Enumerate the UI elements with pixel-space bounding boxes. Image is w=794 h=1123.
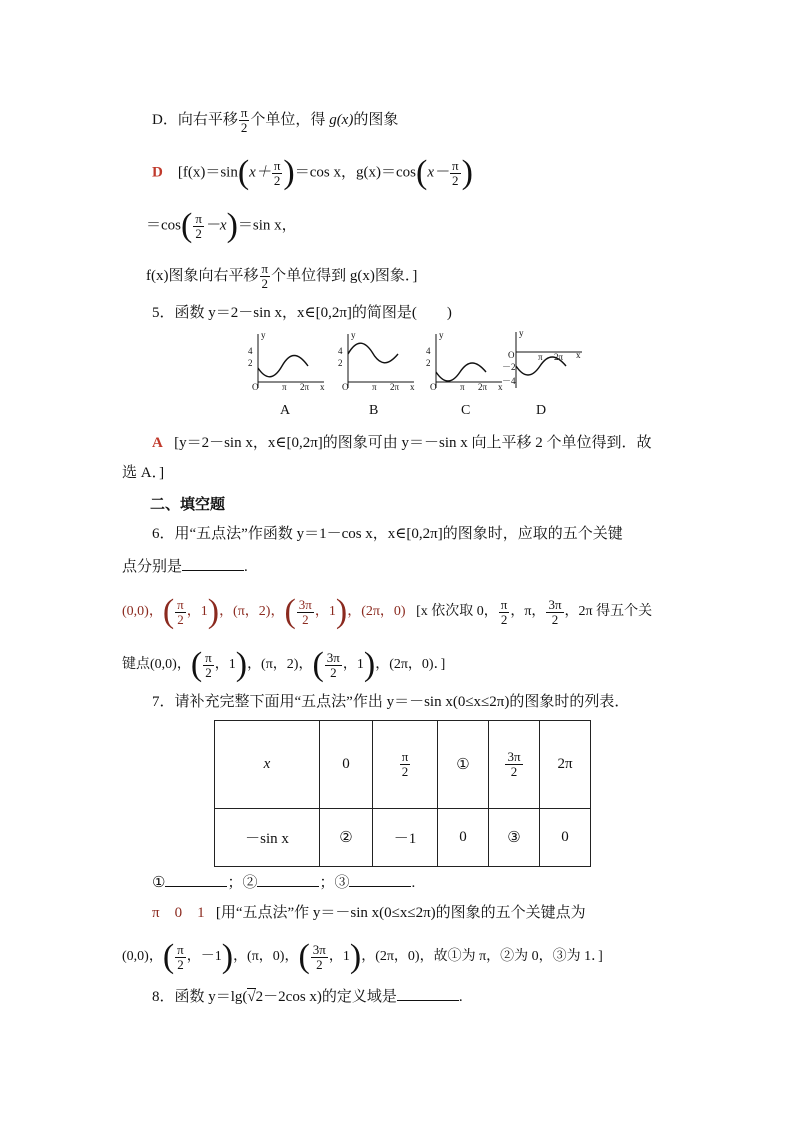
- svg-text:O: O: [252, 382, 259, 392]
- answer-letter: D: [152, 164, 163, 181]
- svg-text:π: π: [538, 352, 543, 362]
- svg-text:O: O: [430, 382, 437, 392]
- svg-text:x: x: [576, 350, 581, 360]
- svg-text:y: y: [519, 328, 524, 338]
- svg-text:－4: －4: [502, 376, 516, 386]
- option-label-c: C: [461, 403, 471, 418]
- solution-6-line-2: 键点(0,0)，( $\frac{\pi}{2}$ ，1)，(π，2)，( $\frac{3\pi}{2}$ ，1)，(2π，0)．]: [122, 646, 446, 683]
- option-label-b: B: [369, 403, 379, 418]
- five-point-table: [214, 720, 591, 867]
- question-7-blanks: ① ；② ；③ .: [152, 872, 415, 893]
- graph-c: [426, 330, 503, 392]
- fraction: $\frac{\pi}{2}$: [240, 105, 248, 135]
- svg-text:x: x: [320, 382, 325, 392]
- svg-text:O: O: [342, 382, 349, 392]
- answer-blank[interactable]: [165, 872, 227, 887]
- svg-text:x: x: [410, 382, 415, 392]
- svg-text:y: y: [261, 330, 266, 340]
- table-row: －sin x ② －1 0 ③ 0: [215, 809, 591, 867]
- question-6-line-1: 6．用“五点法”作函数 y＝1－cos x，x∈[0,2π]的图象时，应取的五个关键: [152, 526, 623, 542]
- svg-text:O: O: [508, 350, 515, 360]
- option-label-a: A: [280, 403, 291, 418]
- svg-text:2: 2: [248, 358, 253, 368]
- option-d-line: D．向右平移 $\frac{\pi}{2}$ 个单位，得 g(x)的图象: [152, 105, 399, 135]
- question-8: 8．函数 y＝lg(√2－2cos x)的定义域是 .: [152, 986, 463, 1007]
- svg-text:2π: 2π: [554, 352, 564, 362]
- question-7: 7．请补充完整下面用“五点法”作出 y＝－sin x(0≤x≤2π)的图象时的列表．: [152, 694, 630, 710]
- graph-b: [338, 330, 415, 392]
- solution-4-line-3: f(x)图象向右平移 $\frac{\pi}{2}$ 个单位得到 g(x)图象．]: [146, 261, 418, 291]
- solution-4-line-2: ＝cos( $\frac{\pi}{2}$ －x)＝sin x，: [146, 207, 297, 244]
- svg-text:2π: 2π: [478, 382, 488, 392]
- svg-text:π: π: [282, 382, 287, 392]
- svg-text:y: y: [439, 330, 444, 340]
- sqrt-symbol: √: [247, 989, 256, 1005]
- solution-5-line-1: A [y＝2－sin x，x∈[0,2π]的图象可由 y＝－sin x 向上平移 2 个单位得到．故: [152, 435, 652, 451]
- svg-text:2: 2: [426, 358, 431, 368]
- graph-d: [502, 328, 582, 388]
- answer-blank[interactable]: [182, 556, 244, 571]
- question-6-line-2: 点分别是 .: [122, 556, 248, 577]
- svg-text:x: x: [498, 382, 503, 392]
- svg-text:4: 4: [248, 346, 253, 356]
- answer-blank[interactable]: [257, 872, 319, 887]
- option-label-d: D: [536, 403, 547, 418]
- svg-text:π: π: [460, 382, 465, 392]
- svg-text:2: 2: [338, 358, 343, 368]
- svg-text:2π: 2π: [300, 382, 310, 392]
- answer-letter: A: [152, 435, 163, 451]
- graph-options: [244, 328, 584, 397]
- svg-text:y: y: [351, 330, 356, 340]
- answer-blank[interactable]: [349, 872, 411, 887]
- svg-text:π: π: [372, 382, 377, 392]
- solution-7-line-2: (0,0)，( $\frac{\pi}{2}$ ，－1)，(π，0)，( $\frac{3\pi}{2}$ ，1)，(2π，0)，故①为 π，②为 0，③为 1．]: [122, 938, 603, 975]
- question-5: 5．函数 y＝2－sin x，x∈[0,2π]的简图是( ): [152, 305, 452, 321]
- section-title: 二、填空题: [150, 495, 226, 513]
- graph-options-svg: [244, 328, 584, 392]
- svg-text:4: 4: [426, 346, 431, 356]
- answer-blank[interactable]: [397, 986, 459, 1001]
- table-row: x 0 $\frac{\pi}{2}$ ① $\frac{3\pi}{2}$ 2π: [215, 721, 591, 809]
- solution-6-line-1: (0,0)，( $\frac{\pi}{2}$ ，1)，(π，2)，( $\frac{3\pi}{2}$ ，1)，(2π，0) [x 依次取 0， $\frac{\pi}{2}$ ，π， $\frac{3\pi}{2}$ ，2π 得五个关: [122, 593, 653, 630]
- graph-a: [248, 330, 325, 392]
- svg-text:2π: 2π: [390, 382, 400, 392]
- solution-5-line-2: 选 A．]: [122, 465, 165, 481]
- svg-text:－2: －2: [502, 362, 516, 372]
- svg-text:4: 4: [338, 346, 343, 356]
- solution-7-line-1: π 0 1 [用“五点法”作 y＝－sin x(0≤x≤2π)的图象的五个关键点为: [152, 905, 586, 921]
- solution-4-line-1: D [f(x)＝sin(x＋ $\frac{\pi}{2}$ )＝cos x，g(x)＝cos(x－ $\frac{\pi}{2}$ ): [152, 154, 473, 191]
